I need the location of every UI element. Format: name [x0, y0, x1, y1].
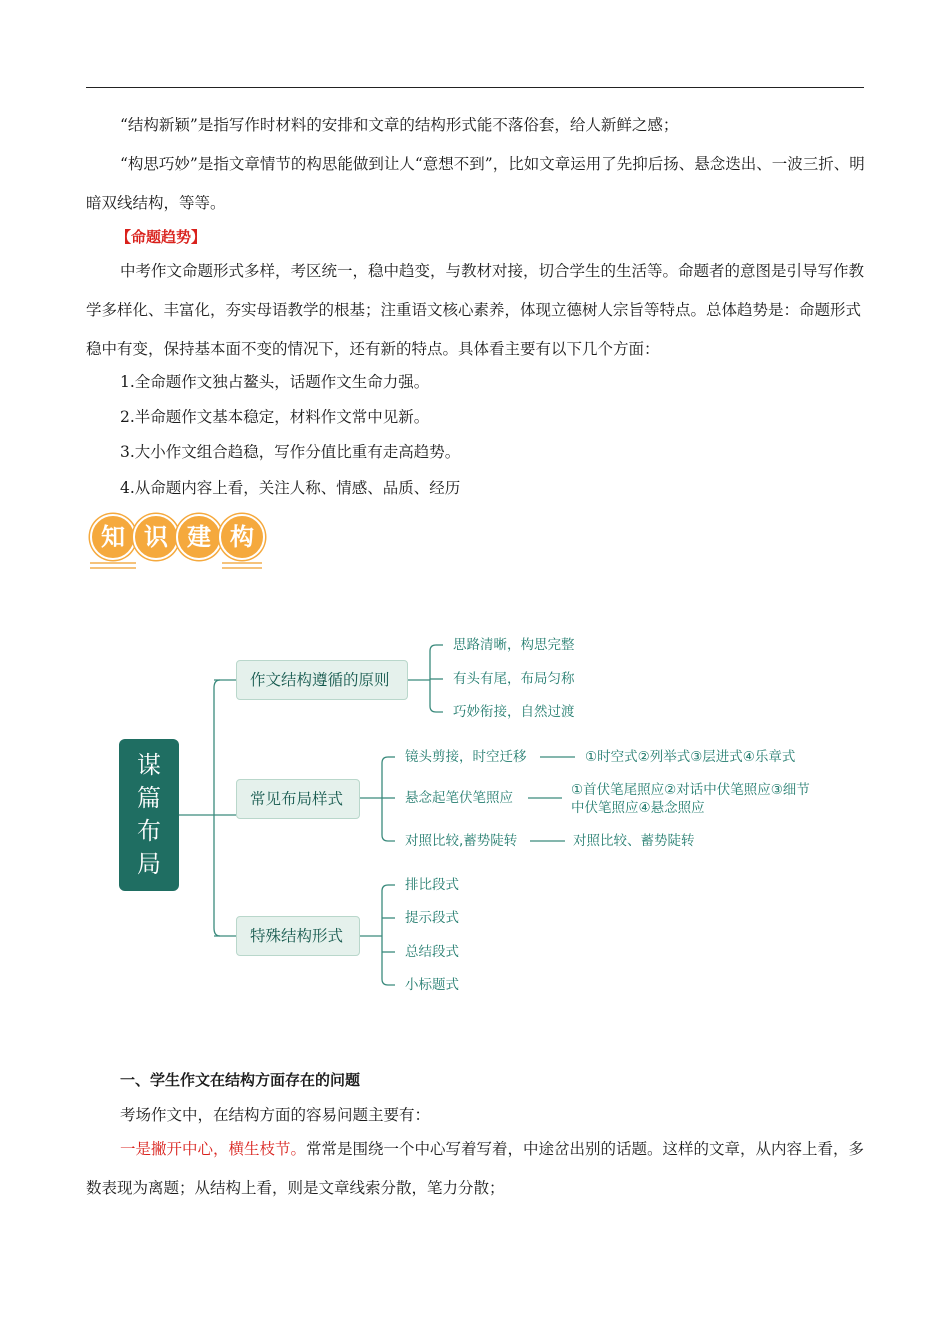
special-leaf-3: 总结段式	[405, 944, 459, 960]
point-1-highlight: 一是撇开中心，横生枝节。	[120, 1140, 307, 1158]
root-char: 篇	[137, 784, 161, 812]
layout-leaf-2-detail: ①首伏笔尾照应②对话中伏笔照应③细节	[571, 782, 810, 798]
root-char: 谋	[137, 751, 161, 779]
trend-heading: 【命题趋势】	[116, 228, 207, 246]
root-char: 布	[137, 817, 161, 845]
section-title: 一、学生作文在结构方面存在的问题	[120, 1071, 361, 1089]
intro-line-2: “构思巧妙”是指文章情节的构思能做到让人“意想不到”，比如文章运用了先抑后扬、悬念迭出、一波三折、明暗双线结构，等等。	[86, 155, 865, 212]
special-leaf-1: 排比段式	[405, 877, 459, 893]
root-char: 局	[137, 850, 161, 878]
section-lead: 考场作文中，在结构方面的容易问题主要有：	[120, 1106, 431, 1124]
special-leaf-2: 提示段式	[405, 910, 459, 926]
layout-leaf-3-detail: 对照比较、蓄势陡转	[573, 833, 695, 849]
branch-principles: 作文结构遵循的原则	[236, 660, 408, 700]
badge-char-2: 识	[133, 514, 179, 560]
badge-char-1: 知	[90, 514, 136, 560]
layout-leaf-2: 悬念起笔伏笔照应	[405, 790, 513, 806]
branch-special-forms: 特殊结构形式	[236, 916, 360, 956]
layout-leaf-3: 对照比较,蓄势陡转	[405, 833, 518, 849]
principle-leaf-3: 巧妙衔接，自然过渡	[453, 704, 575, 720]
principle-leaf-2: 有头有尾，布局匀称	[453, 671, 575, 687]
point-1-text: 常常是围绕一个中心写着写着，中途岔出别的话题。这样的文章，从内容上看，多数表现为离题；从结构上看，则是文章线索分散，笔力分散；	[86, 1140, 865, 1197]
branch-layout-styles: 常见布局样式	[236, 779, 360, 819]
mind-map-root	[119, 739, 179, 891]
principle-leaf-1: 思路清晰，构思完整	[453, 637, 575, 653]
trend-item-1: 1.全命题作文独占鳌头，话题作文生命力强。	[120, 373, 430, 391]
badge-char-3: 建	[176, 514, 222, 560]
trend-paragraph: 中考作文命题形式多样，考区统一，稳中趋变，与教材对接，切合学生的生活等。命题者的意图是引导写作教学多样化、丰富化，夯实母语教学的根基；注重语文核心素养，体现立德树人宗旨等特点。总体趋势是：命题形式稳中有变，保持基本面不变的情况下，还有新的特点。具体看主要有以下几个方面：	[86, 262, 865, 358]
trend-item-3: 3.大小作文组合趋稳，写作分值比重有走高趋势。	[120, 443, 461, 461]
layout-leaf-1-detail: ①时空式②列举式③层进式④乐章式	[585, 749, 796, 765]
trend-item-4: 4.从命题内容上看，关注人称、情感、品质、经历	[120, 479, 461, 497]
section-point-1	[86, 1130, 866, 1208]
layout-leaf-1: 镜头剪接，时空迁移	[405, 749, 527, 765]
badge-char-4: 构	[219, 514, 265, 560]
intro-line-1: “结构新颖”是指写作时材料的安排和文章的结构形式能不落俗套，给人新鲜之感；	[120, 116, 679, 134]
trend-item-2: 2.半命题作文基本稳定，材料作文常中见新。	[120, 408, 430, 426]
layout-leaf-2-detail: 中伏笔照应④悬念照应	[571, 800, 705, 816]
special-leaf-4: 小标题式	[405, 977, 459, 993]
